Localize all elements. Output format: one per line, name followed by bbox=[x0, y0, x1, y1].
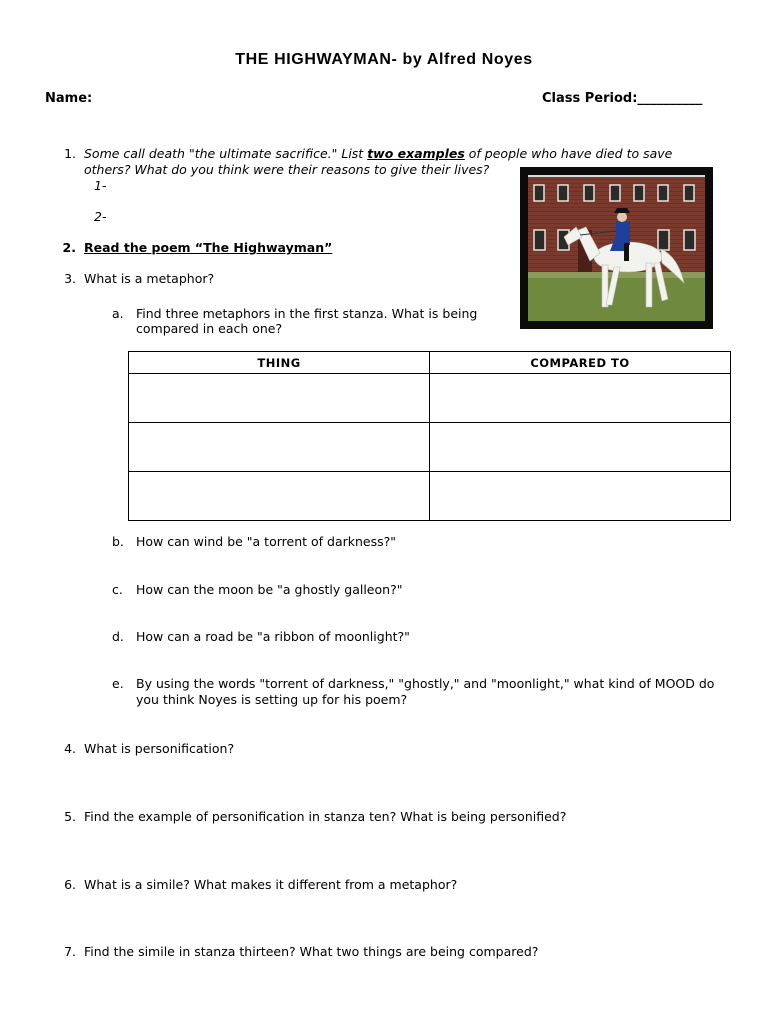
question-3c-text: How can the moon be "a ghostly galleon?" bbox=[136, 582, 403, 597]
table-cell[interactable] bbox=[430, 472, 731, 521]
q1-emphasis: two examples bbox=[367, 146, 465, 161]
question-6-number: 6. bbox=[64, 877, 76, 892]
table-row bbox=[129, 374, 731, 423]
rider-on-white-horse-photo bbox=[520, 167, 713, 329]
table-header-compared-to: COMPARED TO bbox=[430, 352, 731, 374]
question-4-number: 4. bbox=[64, 741, 76, 756]
question-3-number: 3. bbox=[64, 271, 76, 286]
table-row bbox=[129, 423, 731, 472]
question-1-answer-1: 1- bbox=[94, 178, 107, 193]
metaphor-table bbox=[128, 351, 731, 521]
q1-text-a: Some call death "the ultimate sacrifice." List bbox=[84, 146, 368, 161]
question-3e-line-1: By using the words "torrent of darkness," "ghostly," and "moonlight," what kind of MOOD do bbox=[136, 676, 715, 691]
table-cell[interactable] bbox=[430, 374, 731, 423]
question-1-line-1 bbox=[84, 146, 684, 162]
question-7-number: 7. bbox=[64, 944, 76, 959]
question-3d-label: d. bbox=[112, 629, 124, 644]
question-6-text: What is a simile? What makes it different from a metaphor? bbox=[84, 877, 458, 892]
question-1-number: 1. bbox=[64, 146, 76, 161]
table-row bbox=[129, 472, 731, 521]
question-1-line-2: others? What do you think were their reasons to give their lives? bbox=[84, 162, 490, 177]
question-4-text: What is personification? bbox=[84, 741, 235, 756]
question-3b-label: b. bbox=[112, 534, 124, 549]
table-cell[interactable] bbox=[129, 472, 430, 521]
question-1-answer-2: 2- bbox=[94, 209, 107, 224]
question-2-text: Read the poem “The Highwayman” bbox=[84, 240, 333, 255]
table-cell[interactable] bbox=[430, 423, 731, 472]
question-3e-label: e. bbox=[112, 676, 124, 691]
photo-illustration bbox=[528, 175, 705, 321]
question-3a-line-2: compared in each one? bbox=[136, 321, 283, 336]
class-period-label: Class Period:__________ bbox=[542, 91, 703, 106]
table-header-thing: THING bbox=[129, 352, 430, 374]
table-cell[interactable] bbox=[129, 423, 430, 472]
question-3a-line-1: Find three metaphors in the first stanza. What is being bbox=[136, 306, 478, 321]
question-3a-label: a. bbox=[112, 306, 124, 321]
name-label: Name: bbox=[45, 91, 93, 106]
question-3b-text: How can wind be "a torrent of darkness?" bbox=[136, 534, 397, 549]
table-cell[interactable] bbox=[129, 374, 430, 423]
question-7-text: Find the simile in stanza thirteen? What two things are being compared? bbox=[84, 944, 539, 959]
question-5-number: 5. bbox=[64, 809, 76, 824]
question-2-number: 2. bbox=[62, 240, 76, 255]
question-3-text: What is a metaphor? bbox=[84, 271, 215, 286]
question-5-text: Find the example of personification in stanza ten? What is being personified? bbox=[84, 809, 567, 824]
question-3d-text: How can a road be "a ribbon of moonlight?" bbox=[136, 629, 410, 644]
question-3e-line-2: you think Noyes is setting up for his poem? bbox=[136, 692, 408, 707]
worksheet-title: THE HIGHWAYMAN- by Alfred Noyes bbox=[235, 51, 533, 68]
question-3c-label: c. bbox=[112, 582, 123, 597]
q1-text-c: of people who have died to save bbox=[464, 146, 673, 161]
